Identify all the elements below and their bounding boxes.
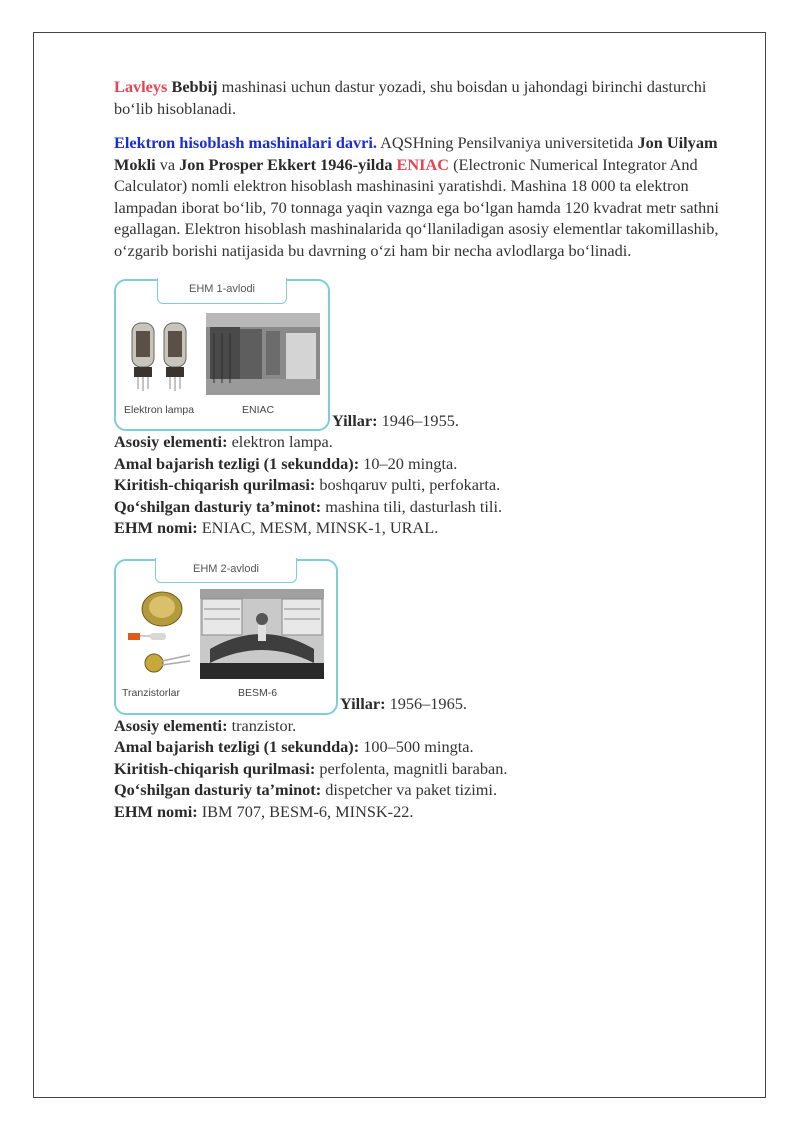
gen1-figure-title: EHM 1-avlodi — [157, 278, 287, 304]
gen1-software-value: mashina tili, dasturlash tili. — [321, 496, 503, 516]
gen2-specs — [114, 715, 734, 823]
eniac-photo — [206, 313, 320, 395]
gen2-names — [114, 801, 734, 823]
gen1-io — [114, 474, 734, 496]
besm6-photo — [200, 589, 324, 679]
gen2-software-label: Qo‘shilgan dasturiy ta’minot: — [114, 780, 322, 799]
gen2-speed-label: Amal bajarish tezligi (1 sekundda): — [114, 737, 360, 756]
gen2-io — [114, 758, 734, 780]
gen1-years-value: 1946–1955. — [377, 410, 459, 430]
gen2-caption-besm6: BESM-6 — [238, 687, 278, 699]
gen2-figure-row — [114, 559, 734, 715]
era-paragraph — [114, 132, 734, 261]
eniac-red: ENIAC — [396, 154, 450, 174]
gen1-software — [114, 496, 734, 518]
gen2-software-value: dispetcher va paket tizimi. — [321, 780, 498, 799]
gen1-names — [114, 517, 734, 539]
intro-paragraph — [114, 76, 734, 119]
gen1-caption-eniac: ENIAC — [242, 403, 275, 416]
gen2-years-label: Yillar: — [340, 694, 386, 713]
gen1-years-line — [330, 410, 459, 432]
gen2-years-value: 1956–1965. — [385, 694, 467, 713]
gen1-speed-label: Amal bajarish tezligi (1 sekundda): — [114, 453, 360, 473]
gen1-specs — [114, 431, 734, 539]
gen2-io-value: perfolenta, magnitli baraban. — [315, 758, 508, 778]
gen1-element-value: elektron lampa. — [227, 432, 333, 451]
gen1-element — [114, 431, 734, 453]
gen2-years-line — [338, 693, 467, 715]
gen2-element — [114, 715, 734, 737]
gen1-speed — [114, 453, 734, 475]
name-bebbij: Bebbij — [171, 77, 218, 96]
name-ekkert: Jon Prosper Ekkert 1946-yilda — [179, 154, 393, 174]
gen1-io-label: Kiritish-chiqarish qurilmasi: — [114, 475, 316, 494]
gen2-names-value: IBM 707, BESM-6, MINSK-22. — [197, 801, 414, 821]
gen2-io-label: Kiritish-chiqarish qurilmasi: — [114, 758, 316, 778]
gen1-figure-row — [114, 279, 734, 431]
gen2-names-label: EHM nomi: — [114, 801, 198, 821]
gen2-speed — [114, 736, 734, 758]
gen2-speed-value: 100–500 mingta. — [359, 737, 474, 756]
gen1-years-label: Yillar: — [332, 410, 378, 430]
gen2-figure-title: EHM 2-avlodi — [155, 558, 297, 584]
gen1-names-value: ENIAC, MESM, MINSK-1, URAL. — [197, 518, 439, 537]
name-mokli: Jon Uilyam Mokli — [114, 133, 718, 174]
gen1-speed-value: 10–20 mingta. — [359, 453, 458, 473]
gen2-element-label: Asosiy elementi: — [114, 715, 228, 735]
document-body — [114, 76, 734, 822]
era-text-1: AQSHning Pensilvaniya universitetida — [376, 133, 638, 152]
intro-text: mashinasi uchun dastur yozadi, shu boisdan u jahondagi birinchi dasturchi bo‘lib hisoblanadi. — [114, 77, 707, 118]
gen1-io-value: boshqaruv pulti, perfokarta. — [315, 475, 501, 494]
transistor-illustration — [124, 589, 196, 681]
gen2-element-value: tranzistor. — [227, 715, 297, 735]
gen1-names-label: EHM nomi: — [114, 518, 198, 537]
gen1-element-label: Asosiy elementi: — [114, 432, 228, 451]
vacuum-tube-illustration — [126, 317, 196, 397]
gen2-software — [114, 779, 734, 801]
gen1-caption-lampa: Elektron lampa — [124, 403, 195, 416]
gen2-caption-tranzistorlar: Tranzistorlar — [122, 687, 180, 699]
gen1-software-label: Qo‘shilgan dasturiy ta’minot: — [114, 496, 322, 516]
era-text-2: va — [155, 154, 180, 174]
gen1-figure — [114, 279, 330, 431]
era-heading: Elektron hisoblash mashinalari davri. — [114, 133, 377, 152]
gen2-figure — [114, 559, 338, 715]
name-lavleys: Lavleys — [114, 77, 168, 96]
era-text-3: (Electronic Numerical Integrator And Calculator) nomli elektron hisoblash mashinasini yaratishdi. Mashina 18 000 ta elektron lampadan iborat bo‘lib, 70 tonnaga yaqin vaznga ega bo‘lgan hamda 120 kvadrat metr sathni egallagan. Elektron hisoblash mashinalarida qo‘llaniladigan asosiy elementlar takomillashib, o‘zgarib borishi natijasida bu davrning o‘zi ham bir necha avlodlarga bo‘linadi. — [114, 154, 719, 260]
